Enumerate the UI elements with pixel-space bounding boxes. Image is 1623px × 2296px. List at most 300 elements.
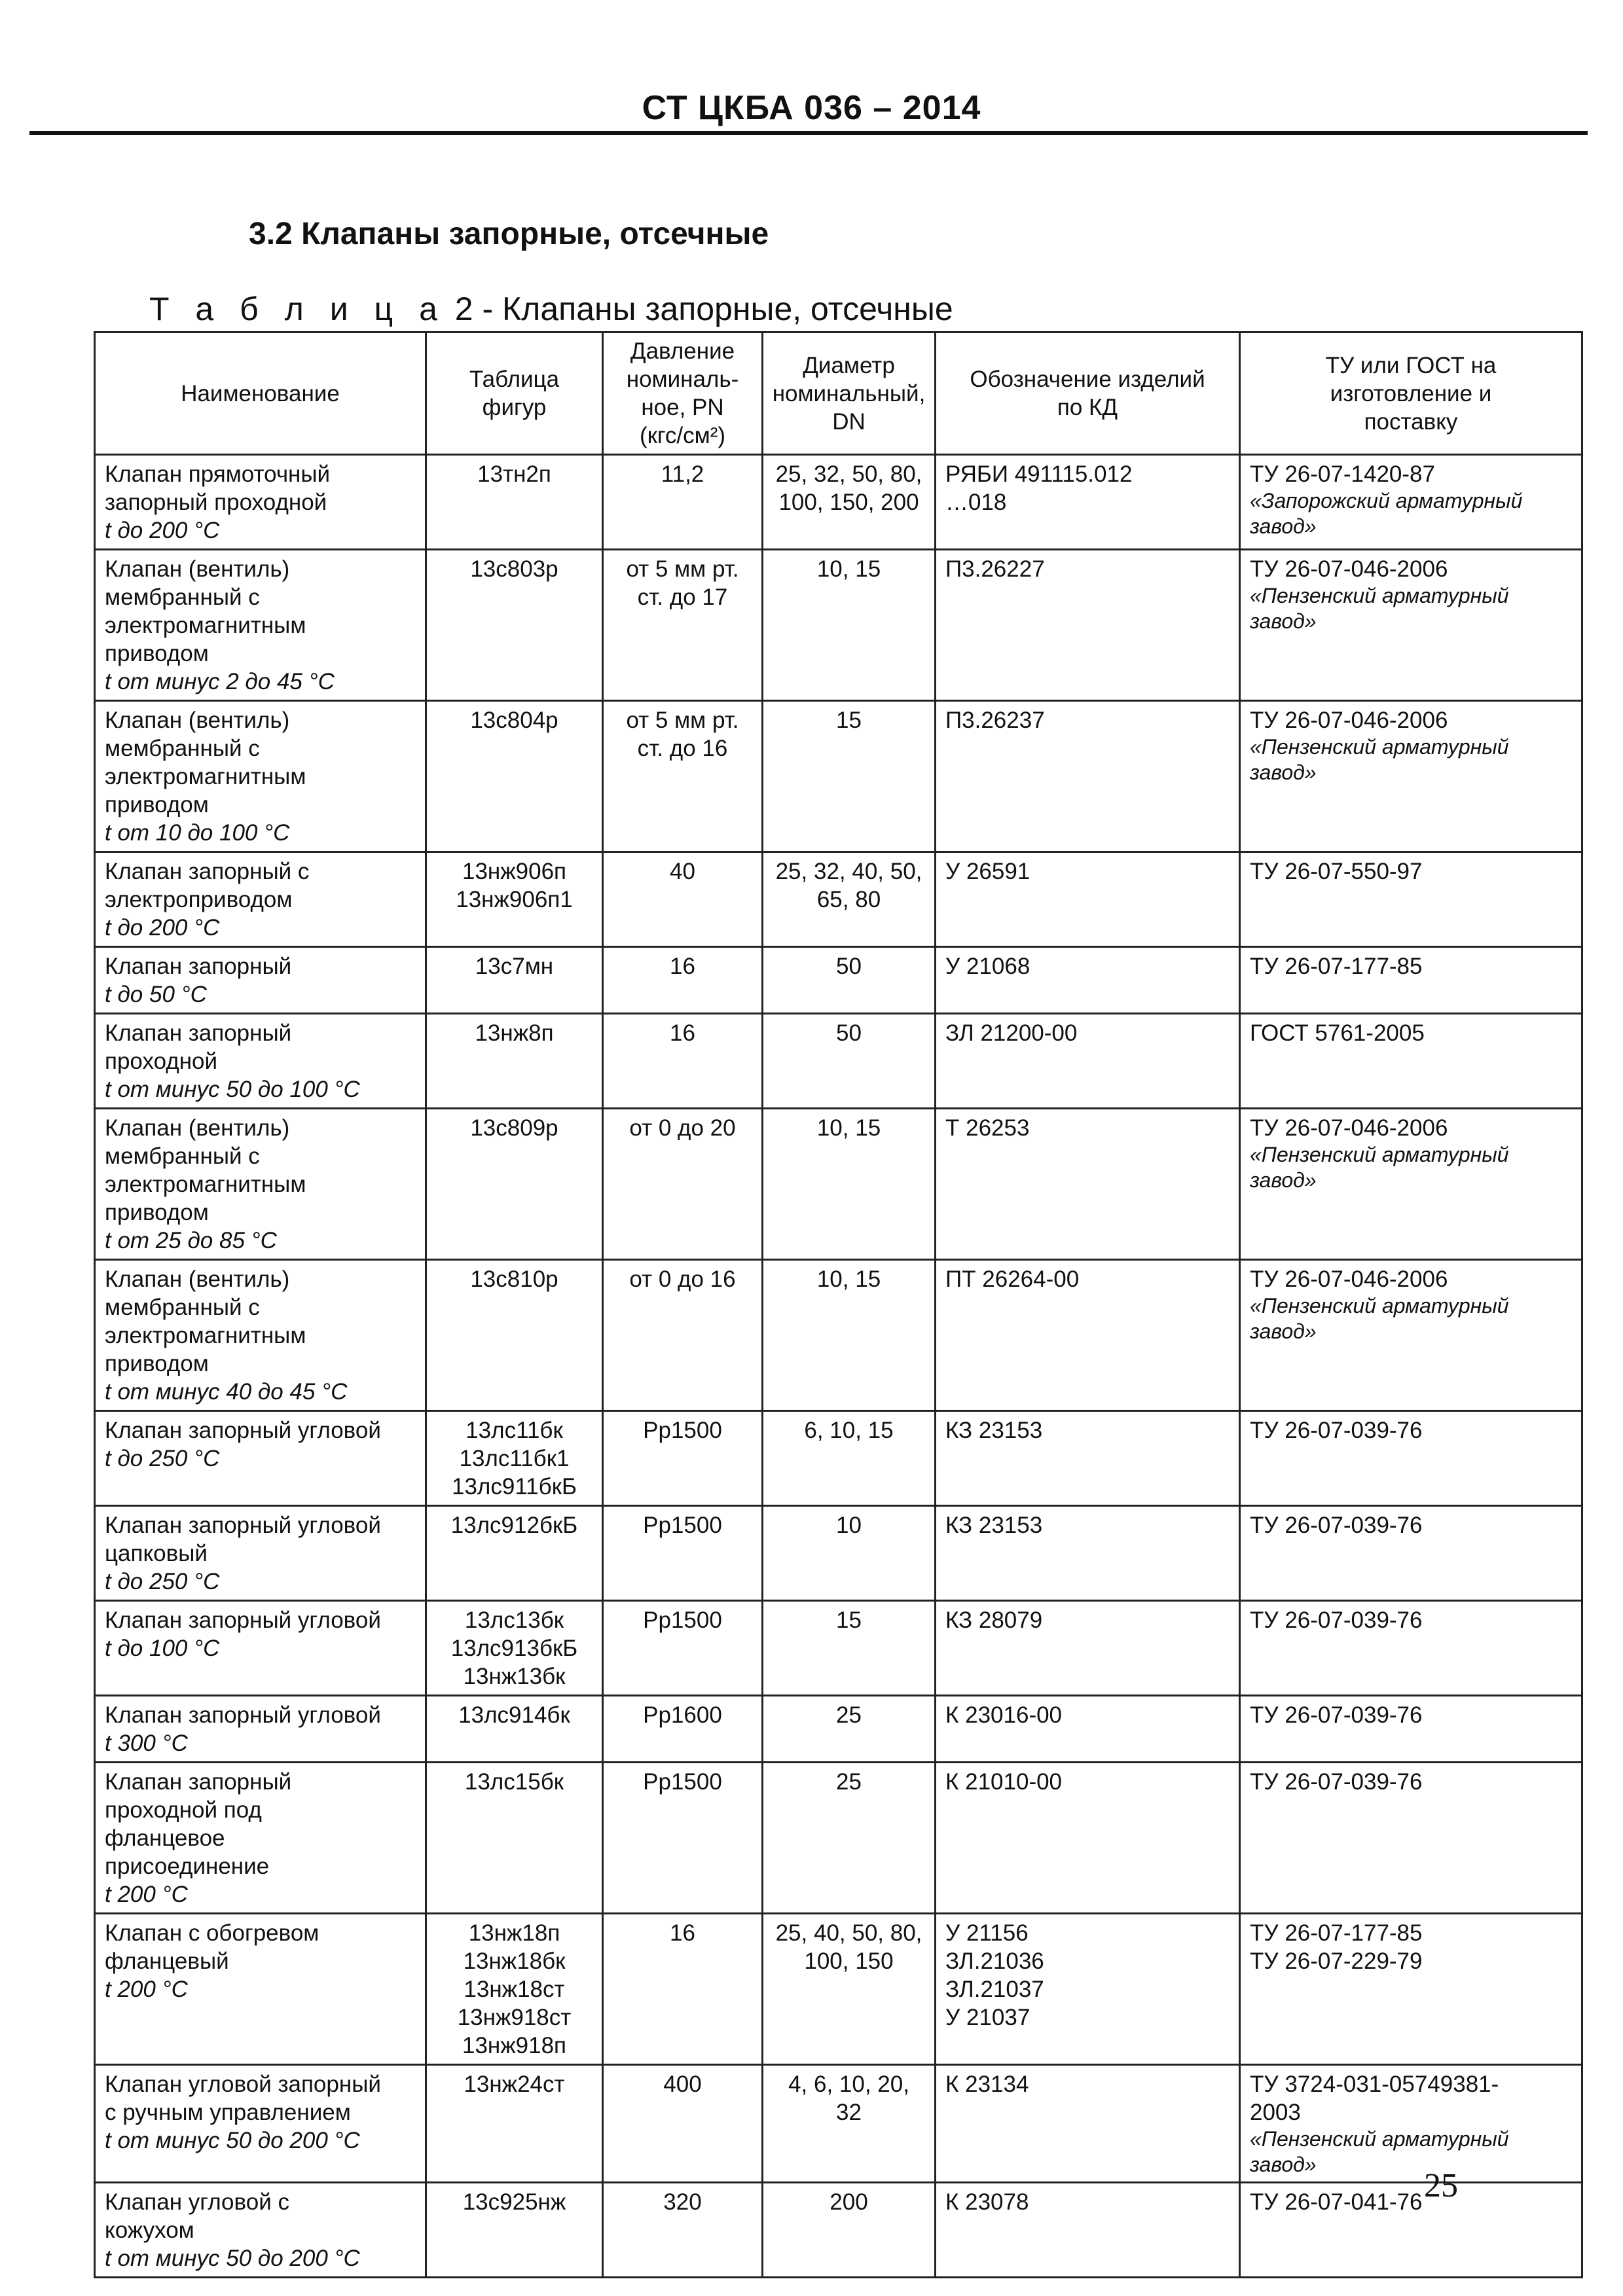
cell-figure-line: 13с804р: [470, 708, 558, 733]
cell-name-line: приводом: [105, 792, 209, 817]
cell-standard-line: ТУ 3724-031-05749381-: [1250, 2072, 1499, 2097]
cell-pressure: [603, 1411, 763, 1506]
cell-pressure: [603, 1506, 763, 1601]
section-title: 3.2 Клапаны запорные, отсечные: [249, 217, 769, 251]
cell-name-line: мембранный с: [105, 1143, 260, 1169]
column-header-line: DN: [832, 408, 866, 435]
cell-figure: [426, 2065, 603, 2183]
column-header-line: Обозначение изделий: [970, 367, 1205, 392]
table-caption-label: Т а б л и ц а: [149, 291, 446, 327]
cell-name: [95, 1506, 426, 1601]
cell-figure: [426, 1260, 603, 1411]
cell-diameter-line: 50: [836, 1020, 862, 1046]
cell-diameter: [763, 550, 936, 701]
cell-name-line: приводом: [105, 1200, 209, 1225]
cell-figure-line: 13лс914бк: [458, 1702, 570, 1728]
cell-figure-line: 13с803р: [470, 556, 558, 582]
cell-standard: [1240, 2065, 1582, 2183]
cell-diameter: [763, 1014, 936, 1109]
cell-figure-line: 13лс912бкБ: [450, 1513, 578, 1538]
cell-standard-line: ТУ 26-07-177-85: [1250, 954, 1423, 979]
cell-figure-line: 13нж918ст: [457, 2005, 572, 2030]
cell-diameter: [763, 2183, 936, 2278]
cell-name: [95, 550, 426, 701]
cell-name-line: Клапан запорный с: [105, 859, 310, 884]
cell-pressure: [603, 1763, 763, 1914]
cell-name: [95, 1260, 426, 1411]
cell-name-line: Клапан запорный угловой: [105, 1418, 381, 1443]
cell-designation: [936, 550, 1240, 701]
cell-standard: [1240, 550, 1582, 701]
column-header-line: Таблица: [469, 367, 560, 392]
cell-pressure-line: Рр1600: [643, 1702, 722, 1728]
cell-standard: [1240, 1260, 1582, 1411]
cell-standard: [1240, 947, 1582, 1014]
cell-designation-line: П3.26237: [945, 708, 1045, 733]
cell-name-line: фланцевое: [105, 1825, 225, 1851]
cell-pressure-line: 16: [670, 954, 695, 979]
cell-designation-line: ЗЛ.21037: [945, 1977, 1044, 2002]
column-header-line: ТУ или ГОСТ на: [1325, 352, 1497, 378]
cell-name-line: Клапан (вентиль): [105, 1115, 290, 1141]
column-header-line: номинальный,: [772, 380, 926, 406]
table-row: [95, 1014, 1582, 1109]
cell-designation: [936, 1696, 1240, 1763]
cell-figure: [426, 947, 603, 1014]
table-row: [95, 2065, 1582, 2183]
table-row: [95, 1763, 1582, 1914]
cell-standard: [1240, 1109, 1582, 1260]
cell-designation: [936, 2183, 1240, 2278]
cell-figure: [426, 1109, 603, 1260]
cell-diameter: [763, 1914, 936, 2065]
cell-name: [95, 2183, 426, 2278]
cell-designation-line: К 21010-00: [945, 1769, 1063, 1795]
cell-diameter: [763, 1601, 936, 1696]
cell-figure-line: 13с7мн: [475, 954, 554, 979]
cell-name: [95, 455, 426, 550]
cell-designation: [936, 1109, 1240, 1260]
cell-diameter-line: 4, 6, 10, 20, 32: [788, 2072, 909, 2125]
cell-pressure: [603, 1014, 763, 1109]
cell-diameter-line: 6, 10, 15: [804, 1418, 894, 1443]
cell-name-line: приводом: [105, 641, 209, 666]
cell-temperature: t от 25 до 85 °C: [105, 1228, 277, 1253]
cell-name-line: электромагнитным: [105, 1172, 306, 1197]
cell-designation-line: ПТ 26264-00: [945, 1266, 1080, 1292]
cell-figure-line: 13с925нж: [462, 2189, 566, 2215]
cell-designation: [936, 1914, 1240, 2065]
cell-pressure-line: 400: [663, 2072, 702, 2097]
cell-standard: [1240, 701, 1582, 852]
column-header-line: Наименование: [181, 380, 340, 406]
cell-name-line: Клапан запорный угловой: [105, 1513, 381, 1538]
cell-standard-line: ТУ 26-07-039-76: [1250, 1513, 1423, 1538]
cell-standard: [1240, 2183, 1582, 2278]
cell-designation: [936, 1260, 1240, 1411]
cell-manufacturer: «Пензенский арматурный завод»: [1250, 2127, 1509, 2176]
cell-diameter-line: 15: [836, 1607, 862, 1633]
cell-standard-line: ТУ 26-07-039-76: [1250, 1769, 1423, 1795]
cell-diameter-line: 100, 150, 200: [778, 490, 919, 515]
cell-manufacturer: «Запорожский арматурный завод»: [1250, 489, 1523, 538]
table-row: [95, 550, 1582, 701]
cell-temperature: t от минус 50 до 200 °C: [105, 2246, 360, 2271]
cell-diameter-line: 50: [836, 954, 862, 979]
cell-diameter-line: 25: [836, 1702, 862, 1728]
column-header-designation: [936, 332, 1240, 455]
table-caption-text: 2 - Клапаны запорные, отсечные: [454, 291, 953, 327]
column-header-line: Диаметр: [803, 352, 895, 378]
cell-designation: [936, 1601, 1240, 1696]
cell-name: [95, 1601, 426, 1696]
cell-temperature: t до 100 °C: [105, 1636, 220, 1661]
cell-designation: [936, 947, 1240, 1014]
cell-name: [95, 1696, 426, 1763]
cell-designation-line: П3.26227: [945, 556, 1045, 582]
cell-name-line: Клапан угловой с: [105, 2189, 289, 2215]
column-header-line: по КД: [1057, 395, 1118, 420]
cell-pressure-line: ст. до 17: [637, 584, 728, 610]
cell-designation-line: У 26591: [945, 859, 1030, 884]
cell-standard: [1240, 1506, 1582, 1601]
cell-name-line: мембранный с: [105, 584, 260, 610]
cell-pressure-line: ст. до 16: [637, 736, 728, 761]
cell-pressure-line: от 5 мм рт.: [626, 708, 739, 733]
cell-figure-line: 13лс11бк1: [459, 1446, 570, 1471]
cell-name-line: кожухом: [105, 2217, 194, 2243]
cell-figure-line: 13нж24ст: [464, 2072, 565, 2097]
cell-diameter: [763, 1109, 936, 1260]
cell-pressure: [603, 1601, 763, 1696]
cell-standard: [1240, 1914, 1582, 2065]
cell-name: [95, 1109, 426, 1260]
cell-diameter: [763, 1763, 936, 1914]
cell-temperature: t до 250 °C: [105, 1446, 220, 1471]
table-row: [95, 947, 1582, 1014]
cell-name-line: Клапан с обогревом: [105, 1920, 319, 1946]
cell-pressure: [603, 1109, 763, 1260]
cell-designation-line: КЗ 28079: [945, 1607, 1043, 1633]
table-row: [95, 852, 1582, 947]
cell-name: [95, 1014, 426, 1109]
cell-name-line: с ручным управлением: [105, 2100, 351, 2125]
cell-figure: [426, 1763, 603, 1914]
cell-name: [95, 1763, 426, 1914]
cell-diameter-line: 10, 15: [816, 556, 881, 582]
cell-diameter: [763, 1411, 936, 1506]
cell-designation-line: У 21068: [945, 954, 1030, 979]
cell-designation-line: У 21156: [945, 1920, 1029, 1946]
cell-diameter-line: 10, 15: [816, 1266, 881, 1292]
cell-standard-line: ТУ 26-07-039-76: [1250, 1702, 1423, 1728]
cell-diameter-line: 10, 15: [816, 1115, 881, 1141]
cell-standard-line: ТУ 26-07-1420-87: [1250, 461, 1435, 487]
cell-temperature: t 300 °C: [105, 1731, 188, 1756]
cell-designation-line: РЯБИ 491115.012: [945, 461, 1133, 487]
cell-designation: [936, 1411, 1240, 1506]
cell-standard: [1240, 1411, 1582, 1506]
cell-figure-line: 13с809р: [470, 1115, 558, 1141]
cell-designation-line: К 23134: [945, 2072, 1029, 2097]
cell-name-line: Клапан (вентиль): [105, 1266, 290, 1292]
cell-standard: [1240, 852, 1582, 947]
cell-name-line: Клапан (вентиль): [105, 708, 290, 733]
cell-figure-line: 13нж906п1: [456, 887, 573, 912]
cell-figure-line: 13лс911бкБ: [452, 1474, 577, 1499]
cell-pressure: [603, 2065, 763, 2183]
cell-manufacturer: «Пензенский арматурный завод»: [1250, 1143, 1509, 1192]
document-code: СТ ЦКБА 036 – 2014: [642, 89, 981, 127]
cell-diameter-line: 10: [836, 1513, 862, 1538]
cell-standard-line: ТУ 26-07-039-76: [1250, 1607, 1423, 1633]
cell-name: [95, 852, 426, 947]
valves-table: [94, 331, 1583, 2278]
cell-figure-line: 13лс913бкБ: [450, 1636, 578, 1661]
cell-diameter: [763, 947, 936, 1014]
table-row: [95, 1260, 1582, 1411]
cell-pressure: [603, 947, 763, 1014]
cell-pressure-line: Рр1500: [643, 1418, 722, 1443]
cell-standard: [1240, 455, 1582, 550]
table-body: [95, 455, 1582, 2278]
cell-name-line: мембранный с: [105, 1295, 260, 1320]
cell-name: [95, 1914, 426, 2065]
column-header-pressure: [603, 332, 763, 455]
cell-standard-line: ТУ 26-07-046-2006: [1250, 708, 1448, 733]
table-row: [95, 1411, 1582, 1506]
cell-temperature: t от минус 40 до 45 °C: [105, 1379, 348, 1405]
cell-figure-line: 13нж13бк: [463, 1664, 566, 1689]
cell-diameter: [763, 701, 936, 852]
cell-figure: [426, 1601, 603, 1696]
cell-figure-line: 13с810р: [470, 1266, 558, 1292]
cell-designation: [936, 1506, 1240, 1601]
cell-name-line: Клапан (вентиль): [105, 556, 290, 582]
cell-name-line: приводом: [105, 1351, 209, 1376]
cell-name-line: Клапан запорный: [105, 954, 292, 979]
cell-figure-line: 13тн2п: [477, 461, 551, 487]
cell-diameter-line: 25, 32, 40, 50,: [775, 859, 922, 884]
cell-designation-line: КЗ 23153: [945, 1418, 1043, 1443]
cell-figure: [426, 550, 603, 701]
cell-figure: [426, 1014, 603, 1109]
cell-figure-line: 13нж18п: [468, 1920, 560, 1946]
table-header-row: [95, 332, 1582, 455]
cell-pressure-line: Рр1500: [643, 1513, 722, 1538]
cell-name-line: цапковый: [105, 1541, 208, 1566]
cell-designation-line: ЗЛ 21200-00: [945, 1020, 1078, 1046]
cell-designation: [936, 852, 1240, 947]
cell-pressure: [603, 455, 763, 550]
cell-diameter-line: 200: [830, 2189, 868, 2215]
cell-temperature: t до 50 °C: [105, 982, 207, 1007]
cell-name-line: мембранный с: [105, 736, 260, 761]
cell-pressure-line: Рр1500: [643, 1769, 722, 1795]
cell-temperature: t до 250 °C: [105, 1569, 220, 1594]
page-number: 25: [1424, 2167, 1458, 2204]
cell-standard-line: ТУ 26-07-177-85: [1250, 1920, 1423, 1946]
cell-temperature: t от минус 50 до 200 °C: [105, 2128, 360, 2153]
cell-name: [95, 1411, 426, 1506]
column-header-line: Давление: [630, 338, 735, 364]
cell-standard: [1240, 1601, 1582, 1696]
cell-figure: [426, 1411, 603, 1506]
cell-standard-line: ТУ 26-07-046-2006: [1250, 1115, 1448, 1141]
cell-name-line: присоединение: [105, 1854, 270, 1879]
table-row: [95, 1109, 1582, 1260]
table-row: [95, 2183, 1582, 2278]
column-header-line: ное, PN: [641, 395, 724, 420]
cell-designation-line: …018: [945, 490, 1007, 515]
cell-standard-line: 2003: [1250, 2100, 1301, 2125]
cell-figure-line: 13лс11бк: [465, 1418, 563, 1443]
table-row: [95, 701, 1582, 852]
cell-figure: [426, 1506, 603, 1601]
cell-name-line: Клапан прямоточный: [105, 461, 331, 487]
cell-pressure: [603, 1260, 763, 1411]
cell-pressure: [603, 1914, 763, 2065]
cell-figure-line: 13нж906п: [462, 859, 567, 884]
cell-designation-line: КЗ 23153: [945, 1513, 1043, 1538]
cell-name-line: проходной под: [105, 1797, 262, 1823]
cell-pressure: [603, 852, 763, 947]
cell-temperature: t от минус 2 до 45 °C: [105, 669, 335, 694]
cell-figure-line: 13нж918п: [462, 2033, 567, 2058]
cell-figure-line: 13нж18ст: [464, 1977, 565, 2002]
cell-diameter: [763, 1506, 936, 1601]
cell-name-line: Клапан запорный угловой: [105, 1702, 381, 1728]
cell-name: [95, 701, 426, 852]
cell-designation-line: ЗЛ.21036: [945, 1948, 1044, 1974]
cell-pressure: [603, 2183, 763, 2278]
cell-name-line: электроприводом: [105, 887, 293, 912]
table-row: [95, 1506, 1582, 1601]
cell-designation: [936, 701, 1240, 852]
cell-diameter: [763, 455, 936, 550]
cell-pressure-line: от 5 мм рт.: [626, 556, 739, 582]
cell-figure: [426, 2183, 603, 2278]
cell-standard-line: ТУ 26-07-550-97: [1250, 859, 1423, 884]
cell-standard-line: ТУ 26-07-229-79: [1250, 1948, 1423, 1974]
cell-designation-line: К 23078: [945, 2189, 1029, 2215]
column-header-name: [95, 332, 426, 455]
column-header-figure: [426, 332, 603, 455]
cell-standard-line: ТУ 26-07-041-76: [1250, 2189, 1423, 2215]
cell-standard-line: ТУ 26-07-046-2006: [1250, 1266, 1448, 1292]
table-caption: [149, 290, 953, 328]
cell-name-line: проходной: [105, 1049, 218, 1074]
cell-temperature: t до 200 °C: [105, 915, 220, 941]
cell-figure: [426, 455, 603, 550]
cell-pressure: [603, 550, 763, 701]
cell-diameter: [763, 1696, 936, 1763]
cell-pressure-line: 320: [663, 2189, 702, 2215]
column-header-line: (кгс/см²): [639, 423, 726, 448]
column-header-line: изготовление и: [1330, 380, 1492, 406]
cell-figure-line: 13лс15бк: [464, 1769, 564, 1795]
cell-diameter-line: 65, 80: [816, 887, 881, 912]
cell-pressure-line: 11,2: [661, 461, 704, 487]
cell-pressure-line: от 0 до 20: [629, 1115, 736, 1141]
cell-diameter: [763, 2065, 936, 2183]
column-header-standard: [1240, 332, 1582, 455]
cell-figure-line: 13нж8п: [475, 1020, 554, 1046]
cell-name: [95, 2065, 426, 2183]
cell-designation: [936, 455, 1240, 550]
cell-designation-line: Т 26253: [945, 1115, 1030, 1141]
cell-figure: [426, 1914, 603, 2065]
table-row: [95, 1914, 1582, 2065]
cell-manufacturer: «Пензенский арматурный завод»: [1250, 584, 1509, 633]
column-header-diameter: [763, 332, 936, 455]
cell-designation: [936, 2065, 1240, 2183]
cell-name-line: фланцевый: [105, 1948, 229, 1974]
cell-temperature: t до 200 °C: [105, 518, 220, 543]
cell-figure-line: 13нж18бк: [463, 1948, 566, 1974]
cell-diameter-line: 15: [836, 708, 862, 733]
cell-name-line: запорный проходной: [105, 490, 327, 515]
cell-standard-line: ТУ 26-07-039-76: [1250, 1418, 1423, 1443]
cell-name-line: Клапан запорный: [105, 1020, 292, 1046]
cell-name: [95, 947, 426, 1014]
cell-pressure-line: 16: [670, 1920, 695, 1946]
cell-temperature: t от минус 50 до 100 °C: [105, 1077, 360, 1102]
cell-diameter: [763, 1260, 936, 1411]
cell-manufacturer: «Пензенский арматурный завод»: [1250, 1294, 1509, 1343]
cell-temperature: t от 10 до 100 °C: [105, 820, 290, 846]
cell-figure: [426, 701, 603, 852]
table-row: [95, 1601, 1582, 1696]
cell-pressure: [603, 1696, 763, 1763]
cell-diameter: [763, 852, 936, 947]
table-row: [95, 1696, 1582, 1763]
cell-name-line: электромагнитным: [105, 764, 306, 789]
cell-name-line: электромагнитным: [105, 613, 306, 638]
cell-standard-line: ТУ 26-07-046-2006: [1250, 556, 1448, 582]
cell-pressure-line: Рр1500: [643, 1607, 722, 1633]
cell-pressure-line: 40: [670, 859, 695, 884]
cell-diameter-line: 25: [836, 1769, 862, 1795]
cell-temperature: t 200 °C: [105, 1977, 188, 2002]
cell-standard: [1240, 1696, 1582, 1763]
cell-pressure-line: от 0 до 16: [629, 1266, 736, 1292]
cell-name-line: Клапан угловой запорный: [105, 2072, 381, 2097]
column-header-line: фигур: [482, 395, 547, 420]
cell-figure: [426, 852, 603, 947]
header-rule: [29, 131, 1588, 135]
cell-designation-line: К 23016-00: [945, 1702, 1063, 1728]
cell-pressure: [603, 701, 763, 852]
cell-name-line: Клапан запорный: [105, 1769, 292, 1795]
cell-temperature: t 200 °C: [105, 1882, 188, 1907]
cell-manufacturer: «Пензенский арматурный завод»: [1250, 735, 1509, 784]
cell-standard: [1240, 1014, 1582, 1109]
table-row: [95, 455, 1582, 550]
column-header-line: номиналь-: [626, 367, 739, 392]
cell-standard: [1240, 1763, 1582, 1914]
cell-standard-line: ГОСТ 5761-2005: [1250, 1020, 1425, 1046]
cell-designation-line: У 21037: [945, 2005, 1030, 2030]
cell-name-line: Клапан запорный угловой: [105, 1607, 381, 1633]
cell-name-line: электромагнитным: [105, 1323, 306, 1348]
cell-designation: [936, 1014, 1240, 1109]
cell-diameter-line: 25, 32, 50, 80,: [775, 461, 922, 487]
column-header-line: поставку: [1364, 408, 1458, 435]
cell-designation: [936, 1763, 1240, 1914]
cell-diameter-line: 25, 40, 50, 80,: [775, 1920, 922, 1946]
cell-figure-line: 13лс13бк: [464, 1607, 564, 1633]
